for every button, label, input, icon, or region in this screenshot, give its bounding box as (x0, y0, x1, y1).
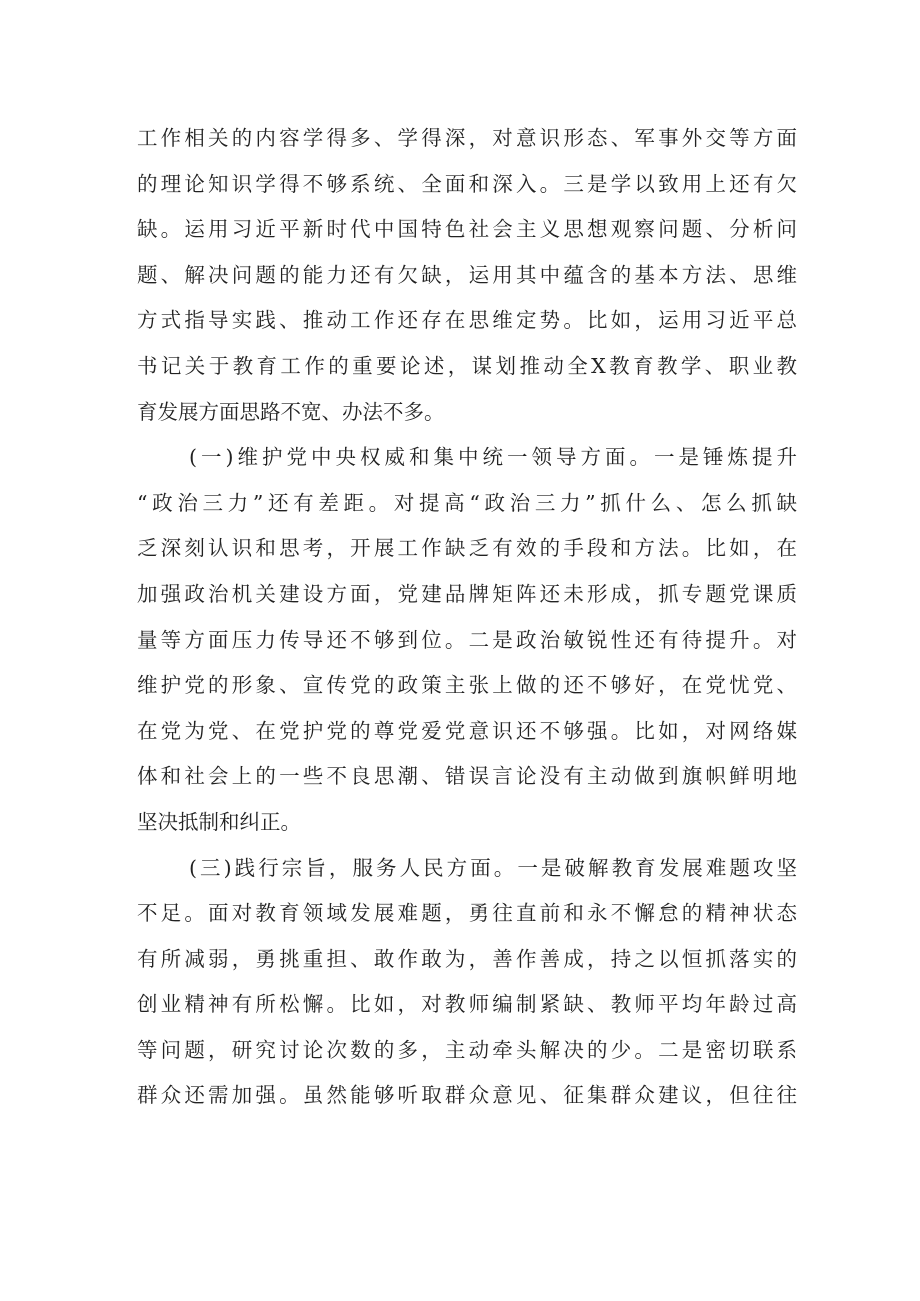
text-line: 方式指导实践、推动工作还存在思维定势。比如，运用习近平总 (137, 308, 797, 333)
text-line: 维护党的形象、宣传党的政策主张上做的还不够好，在党忧党、 (137, 673, 797, 698)
text-line: 等问题，研究讨论次数的多，主动牵头解决的少。二是密切联系 (137, 1037, 797, 1062)
text-line: 工作相关的内容学得多、学得深，对意识形态、军事外交等方面 (137, 126, 797, 150)
paragraph-section-one (137, 435, 797, 845)
text-line: 体和社会上的一些不良思潮、错误言论没有主动做到旗帜鲜明地 (137, 764, 797, 789)
paragraph-continued-study (137, 116, 797, 435)
text-line: 创业精神有所松懈。比如，对教师编制紧缺、教师平均年龄过高 (137, 992, 797, 1017)
text-line: 量等方面压力传导还不够到位。二是政治敏锐性还有待提升。对 (137, 627, 797, 652)
text-line: 乏深刻认识和思考，开展工作缺乏有效的手段和方法。比如，在 (137, 536, 797, 561)
text-line: 的理论知识学得不够系统、全面和深入。三是学以致用上还有欠 (137, 171, 797, 196)
document-body (137, 116, 797, 1119)
section-heading-line: (三)践行宗旨，服务人民方面。一是破解教育发展难题攻坚 (189, 855, 797, 880)
paragraph-section-three (137, 846, 797, 1120)
text-line: 有所减弱，勇挑重担、敢作敢为，善作善成，持之以恒抓落实的 (137, 946, 797, 971)
text-line: 加强政治机关建设方面，党建品牌矩阵还未形成，抓专题党课质 (137, 581, 797, 606)
text-line: 群众还需加强。虽然能够听取群众意见、征集群众建议，但往往 (137, 1083, 797, 1108)
text-line: 育发展方面思路不宽、办法不多。 (137, 399, 445, 424)
text-line: 书记关于教育工作的重要论述，谋划推动全X教育教学、职业教 (137, 353, 797, 378)
section-heading-line: (一)维护党中央权威和集中统一领导方面。一是锤炼提升 (189, 445, 797, 470)
text-line: 在党为党、在党护党的尊党爱党意识还不够强。比如，对网络媒 (137, 718, 797, 743)
text-line: 坚决抵制和纠正。 (137, 809, 301, 834)
text-line: 不足。面对教育领域发展难题，勇往直前和永不懈怠的精神状态 (137, 901, 797, 926)
text-line: 题、解决问题的能力还有欠缺，运用其中蕴含的基本方法、思维 (137, 262, 797, 287)
text-line: “政治三力”还有差距。对提高“政治三力”抓什么、怎么抓缺 (137, 490, 797, 515)
text-line: 缺。运用习近平新时代中国特色社会主义思想观察问题、分析问 (137, 217, 797, 242)
